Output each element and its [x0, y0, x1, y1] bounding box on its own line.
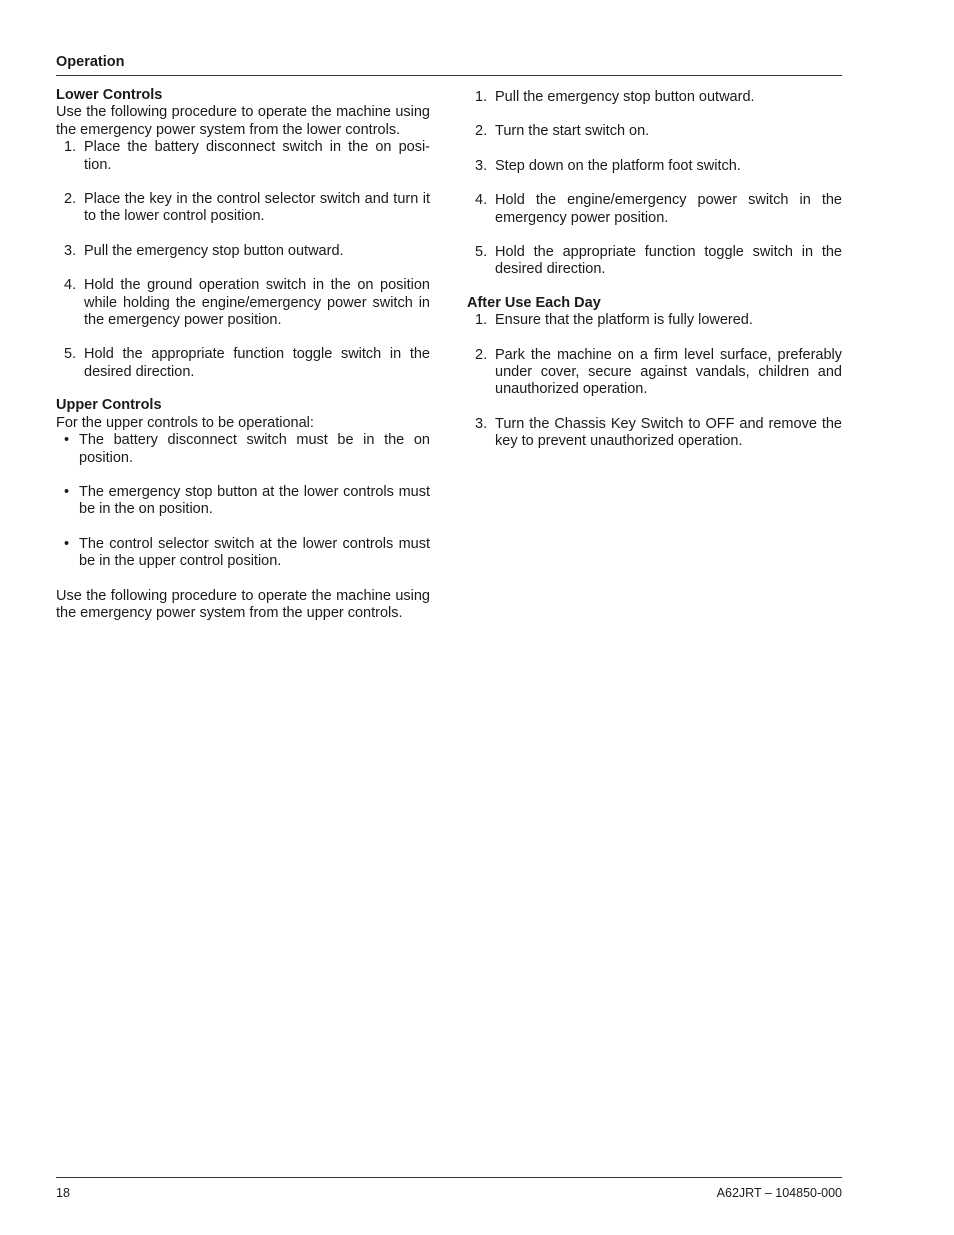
step-text: Pull the emergency stop button outward.	[84, 242, 344, 259]
lower-controls-heading: Lower Controls	[56, 87, 163, 103]
list-item: 5. Hold the appropriate function toggle switch in the desired direction.	[64, 346, 430, 380]
step-text: Place the key in the control selector switch and turn it to the lower control position.	[84, 191, 430, 225]
step-text: Hold the engine/emergency power switch in the emergency power position.	[495, 192, 842, 226]
list-item: 3. Pull the emergency stop button outward.	[64, 242, 344, 259]
list-item: • The emergency stop button at the lower controls must be in the on position.	[64, 483, 430, 518]
upper-controls-heading: Upper Controls	[56, 397, 162, 414]
list-item: 2. Park the machine on a firm level surface, preferably under cover, secure against vandals, children and unauthorized operation.	[475, 346, 842, 398]
step-text: Place the battery disconnect switch in the on posi-tion.	[84, 139, 430, 173]
header-divider	[56, 75, 842, 76]
step-text: Hold the appropriate function toggle switch in the desired direction.	[495, 244, 842, 278]
step-text: Pull the emergency stop button outward.	[495, 89, 755, 105]
left-column	[56, 87, 430, 622]
step-text: Hold the appropriate function toggle switch in the desired direction.	[84, 346, 430, 380]
bullet-text: The control selector switch at the lower controls must be in the upper control position.	[79, 535, 430, 570]
page-number: 18	[56, 1186, 70, 1200]
list-item: 4. Hold the ground operation switch in the on position while holding the engine/emergency power switch in the emergency power position.	[64, 277, 430, 329]
section-title: Operation	[56, 54, 125, 70]
list-item: 4. Hold the engine/emergency power switch in the emergency power position.	[475, 192, 842, 226]
upper-controls-intro: For the upper controls to be operational:	[56, 414, 314, 431]
list-item: 3. Turn the Chassis Key Switch to OFF and remove the key to prevent unauthorized operation.	[475, 415, 842, 450]
step-text: Hold the ground operation switch in the on position while holding the engine/emergency power switch in the emergency power position.	[84, 277, 430, 329]
list-item: 1. Pull the emergency stop button outward.	[475, 89, 755, 105]
list-item: 2. Place the key in the control selector switch and turn it to the lower control position.	[64, 191, 430, 225]
upper-controls-outro: Use the following procedure to operate the machine using the emergency power system from the upper controls.	[56, 587, 430, 621]
after-use-steps	[467, 312, 842, 450]
step-text: Turn the start switch on.	[495, 123, 650, 140]
right-column	[467, 89, 842, 451]
after-use-heading: After Use Each Day	[467, 294, 601, 311]
lower-controls-steps	[56, 139, 430, 381]
list-item: • The control selector switch at the lower controls must be in the upper control position.	[64, 535, 430, 570]
list-item: 1. Place the battery disconnect switch in the on posi-tion.	[64, 139, 430, 173]
step-text: Step down on the platform foot switch.	[495, 157, 741, 174]
list-item: • The battery disconnect switch must be in the on position.	[64, 432, 430, 466]
step-text: Park the machine on a firm level surface, preferably under cover, secure against vandals, children and unauthorized operation.	[495, 346, 842, 398]
bullet-text: The emergency stop button at the lower controls must be in the on position.	[79, 483, 430, 518]
footer-divider	[56, 1177, 842, 1178]
list-item: 2. Turn the start switch on.	[475, 123, 650, 140]
list-item: 5. Hold the appropriate function toggle switch in the desired direction.	[475, 244, 842, 278]
step-text: Turn the Chassis Key Switch to OFF and remove the key to prevent unauthorized operation.	[495, 415, 842, 450]
list-item: 3. Step down on the platform foot switch.	[475, 157, 741, 174]
bullet-text: The battery disconnect switch must be in the on position.	[79, 432, 430, 466]
upper-controls-conditions	[56, 432, 430, 570]
step-text: Ensure that the platform is fully lowered.	[495, 312, 753, 329]
lower-controls-intro: Use the following procedure to operate the machine using the emergency power system from the lower controls.	[56, 104, 430, 138]
list-item: 1. Ensure that the platform is fully lowered.	[475, 312, 753, 329]
upper-controls-steps	[467, 89, 842, 279]
document-id: A62JRT – 104850-000	[716, 1186, 842, 1200]
